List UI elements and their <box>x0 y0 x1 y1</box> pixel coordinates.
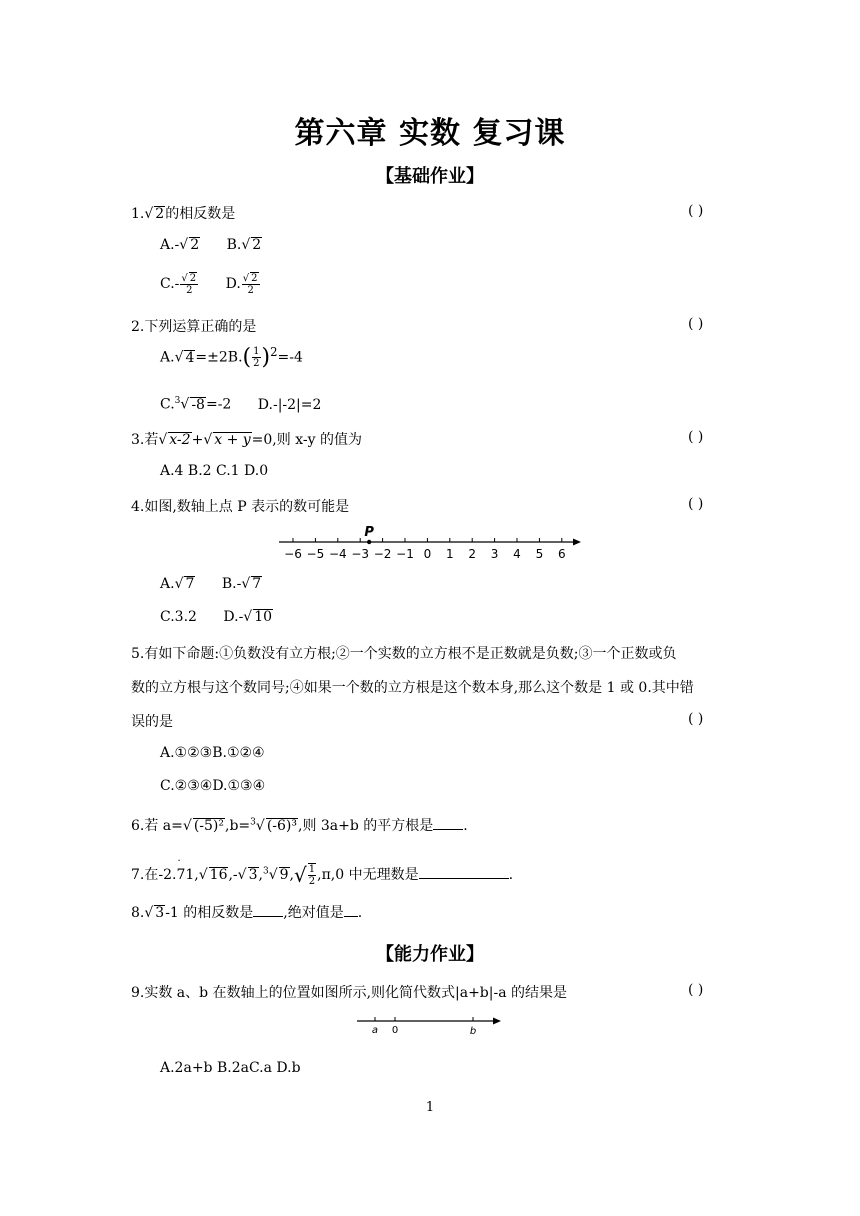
q4-options-ab: A.√ 7 B.-√ 7 <box>160 576 262 592</box>
page-title: 第六章 实数 复习课 <box>294 116 566 151</box>
question-6: 6.若 a=√ (-5)²,b=$^3$√ (-6)³,则 3a+b 的平方根是 . <box>131 815 468 835</box>
tick-label: −3 <box>351 547 370 561</box>
question-1: 1.√ 2的相反数是 <box>131 206 236 222</box>
answer-paren-3: ( ) <box>688 429 704 445</box>
q5-options-ab: A.①②③B.①②④ <box>160 745 265 761</box>
tick-label: 0 <box>423 547 432 561</box>
label-b: b <box>469 1026 477 1037</box>
q4-options-cd: C.3.2 D.-√ 10 <box>160 609 273 625</box>
answer-blank-8a <box>253 902 283 917</box>
question-7: 7.在-2.· 71,√ 16,-√ 3,$^3$√ 9,√ $\frac{1}{2}$ ,π,0 中无理数是 . <box>131 863 513 887</box>
q3-options: A.4 B.2 C.1 D.0 <box>160 463 269 479</box>
point-p-marker <box>367 540 371 544</box>
label-a: a <box>371 1025 379 1036</box>
question-9: 9.实数 a、b 在数轴上的位置如图所示,则化简代数式|a+b|-a 的结果是 <box>131 985 568 1001</box>
q2-options-ab: A.√ 4=±2B.( $\frac{1}{2}$ )$^2$=-4 <box>160 345 303 371</box>
label-0: 0 <box>391 1025 399 1036</box>
tick-label: 4 <box>513 547 521 561</box>
tick-label: 3 <box>490 547 499 561</box>
tick-label: −6 <box>284 547 302 561</box>
q9-options: A.2a+b B.2aC.a D.b <box>160 1060 301 1076</box>
answer-blank-6 <box>433 815 463 830</box>
section-basic: 【基础作业】 <box>376 166 484 187</box>
page-number: 1 <box>425 1100 435 1115</box>
question-4: 4.如图,数轴上点 P 表示的数可能是 <box>131 499 350 515</box>
answer-paren-2: ( ) <box>688 316 704 332</box>
tick-label: 5 <box>535 547 544 561</box>
question-2: 2.下列运算正确的是 <box>131 319 257 335</box>
answer-paren-4: ( ) <box>688 496 704 512</box>
tick-label: 6 <box>557 547 566 561</box>
question-5-line-2: 数的立方根与这个数同号;④如果一个数的立方根是这个数本身,那么这个数是 1 或 0.其中错 <box>131 680 694 696</box>
answer-blank-8b <box>344 902 358 917</box>
question-5-line-3: 误的是 <box>131 714 173 730</box>
tick-label: −2 <box>373 547 392 561</box>
section-ability: 【能力作业】 <box>376 944 484 965</box>
number-line-arrow <box>573 539 581 546</box>
tick-label: 1 <box>445 547 454 561</box>
point-p-label: P <box>364 525 374 540</box>
q5-options-cd: C.②③④D.①③④ <box>160 778 266 794</box>
number-line-figure <box>275 522 585 564</box>
number-line-2-arrow <box>493 1018 501 1025</box>
question-3: 3.若√ x-2+√ x + y=0,则 x-y 的值为 <box>131 432 362 448</box>
q1-options-ab: A.-√ 2 B.√ 2 <box>160 237 262 253</box>
answer-paren-1: ( ) <box>688 203 704 219</box>
tick-label: −1 <box>396 547 414 561</box>
answer-paren-5: ( ) <box>688 711 704 727</box>
q2-options-cd: C.$^3$√ -8=-2 D.-|-2|=2 <box>160 396 322 413</box>
tick-label: −5 <box>306 547 325 561</box>
tick-label: 2 <box>468 547 477 561</box>
q1-options-cd: C.- $\frac{√ 2}{2}$ D. $\frac{√ 2}{2}$ <box>160 273 258 296</box>
answer-blank-7 <box>419 864 509 879</box>
number-line-figure-2 <box>355 1012 505 1038</box>
question-8: 8.√ 3-1 的相反数是 ,绝对值是 . <box>131 902 362 922</box>
question-5-line-1: 5.有如下命题:①负数没有立方根;②一个实数的立方根不是正数就是负数;③一个正数或负 <box>131 646 677 662</box>
tick-label: −4 <box>328 547 347 561</box>
answer-paren-9: ( ) <box>688 982 704 998</box>
